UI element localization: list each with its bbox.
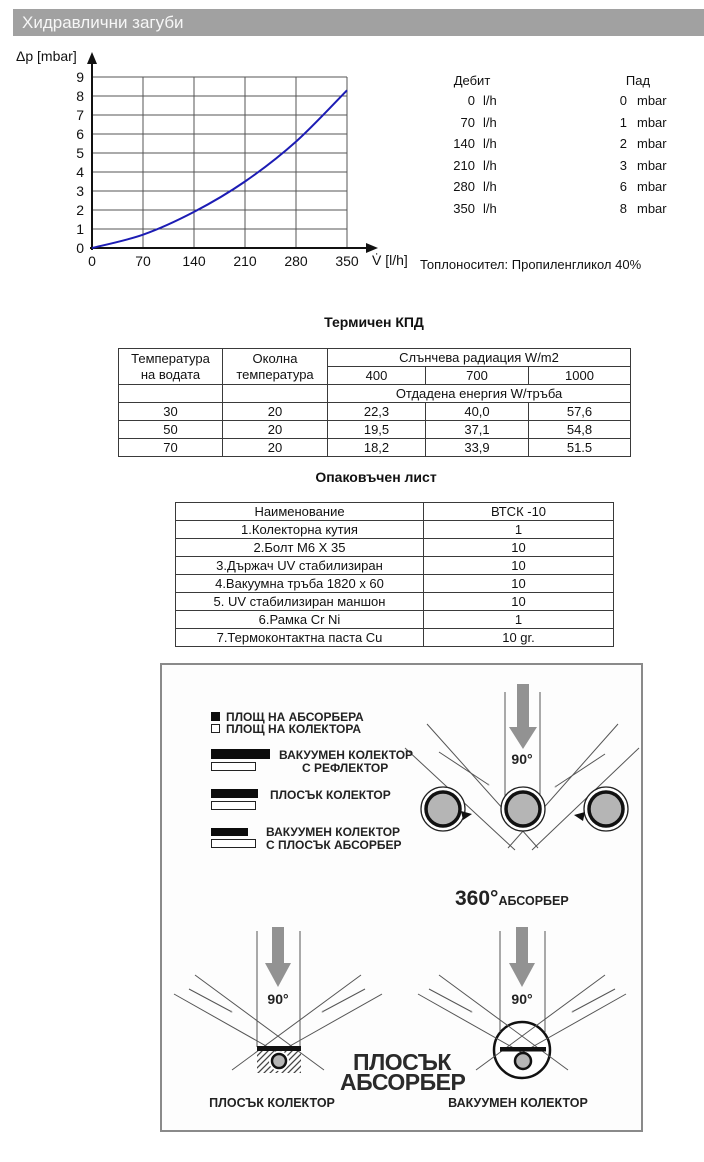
cell: 19,5 — [328, 421, 426, 439]
cell: 7.Термоконтактна паста Cu — [176, 629, 424, 647]
cell: 1.Колекторна кутия — [176, 521, 424, 539]
y-tick-label: 9 — [76, 69, 84, 85]
y-tick-label: 8 — [76, 88, 84, 104]
x-tick-label: 280 — [284, 253, 308, 269]
table-row — [430, 198, 680, 220]
y-tick-label: 0 — [76, 240, 84, 256]
flat-collector-collector-bar — [211, 801, 256, 810]
table-row — [176, 539, 614, 557]
sun-arrow-vertical-head — [509, 727, 537, 749]
cell: 20 — [223, 421, 328, 439]
table-row — [176, 503, 614, 521]
y-tick-label: 4 — [76, 164, 84, 180]
legend-label: ПЛОЩ НА АБСОРБЕРА — [226, 710, 364, 724]
vacuum-collector-caption: ВАКУУМЕН КОЛЕКТОР — [448, 1096, 588, 1110]
table-row — [119, 421, 631, 439]
table-row — [176, 575, 614, 593]
y-tick-label: 1 — [76, 221, 84, 237]
angle-90-label: 90° — [267, 991, 289, 1007]
collector-area-swatch — [211, 724, 220, 733]
table-row — [176, 557, 614, 575]
drop-value: 6 — [619, 179, 627, 194]
cell: 4.Вакуумна тръба 1820 х 60 — [176, 575, 424, 593]
cell: 10 — [424, 557, 614, 575]
drop-value: 3 — [619, 157, 627, 173]
table-row — [119, 439, 631, 457]
vacuum-reflector-collector-bar — [211, 762, 256, 771]
flat-collector-caption: ПЛОСЪК КОЛЕКТОР — [209, 1096, 335, 1110]
energy-header: Отдадена енергия W/тръба — [328, 385, 631, 403]
y-axis-arrow — [87, 52, 97, 64]
drop-value: 8 — [619, 200, 627, 216]
table-row — [430, 155, 680, 177]
cell: 10 — [424, 539, 614, 557]
cluster-360-absorber — [405, 684, 639, 850]
table-row — [119, 403, 631, 421]
coolant-note: Топлоносител: Пропиленгликол 40% — [420, 257, 642, 272]
cell: 50 — [119, 421, 223, 439]
sun-arrow-vertical — [516, 927, 528, 965]
flow-value: 0 — [467, 93, 475, 108]
cell: 10 — [424, 575, 614, 593]
vacuum-flat-collector-bar — [211, 839, 256, 848]
x-axis-title: V̇ [l/h] — [372, 252, 408, 268]
drop-unit: mbar — [637, 114, 667, 130]
cell: 1 — [424, 521, 614, 539]
cell: 10 — [424, 593, 614, 611]
cell: 20 — [223, 403, 328, 421]
legend-label: С ПЛОСЪК АБСОРБЕР — [266, 838, 402, 852]
drop-value: 2 — [619, 136, 627, 151]
legend-label: ПЛОЩ НА КОЛЕКТОРА — [226, 722, 361, 736]
angle-90-label: 90° — [511, 751, 533, 767]
y-tick-label: 3 — [76, 183, 84, 199]
flow-unit: l/h — [483, 200, 497, 216]
flow-value: 70 — [460, 114, 475, 130]
cell: 3.Държач UV стабилизиран — [176, 557, 424, 575]
table-row — [176, 521, 614, 539]
cell: 57,6 — [529, 403, 631, 421]
sun-arrow-left — [439, 752, 489, 785]
flow-unit: l/h — [483, 136, 497, 151]
water-temp-header: Температура на водата — [119, 349, 223, 385]
cell: 70 — [119, 439, 223, 457]
sun-arrow-right — [572, 989, 615, 1012]
cell: 1 — [424, 611, 614, 629]
cell: 22,3 — [328, 403, 426, 421]
drop-value: 0 — [619, 93, 627, 108]
cell: 20 — [223, 439, 328, 457]
table-row — [430, 176, 680, 198]
reflected-ray-arrowhead — [574, 812, 585, 821]
packing-section-title: Опаковъчен лист — [315, 469, 437, 485]
thermal-section-title: Термичен КПД — [324, 314, 424, 330]
drop-unit: mbar — [637, 93, 667, 108]
flow-unit: l/h — [483, 93, 497, 108]
cell: 5. UV стабилизиран маншон — [176, 593, 424, 611]
thermal-efficiency-table — [118, 348, 631, 457]
flat-absorber-plate — [257, 1046, 301, 1051]
cell: 37,1 — [426, 421, 529, 439]
x-tick-label: 350 — [335, 253, 359, 269]
y-tick-label: 2 — [76, 202, 84, 218]
vacuum-reflector-absorber-bar — [211, 749, 270, 759]
flow-value: 350 — [453, 200, 475, 216]
flow-unit: l/h — [483, 114, 497, 130]
cell: 54,8 — [529, 421, 631, 439]
table-row — [176, 593, 614, 611]
drop-unit: mbar — [637, 200, 667, 216]
flow-value: 140 — [453, 136, 475, 151]
cell: 18,2 — [328, 439, 426, 457]
vacuum-flat-absorber-bar — [211, 828, 248, 836]
table-row — [430, 112, 680, 134]
drop-unit: mbar — [637, 179, 667, 194]
table-row — [176, 611, 614, 629]
flow-unit: l/h — [483, 157, 497, 173]
cell: 6.Рамка Cr Ni — [176, 611, 424, 629]
cell: 30 — [119, 403, 223, 421]
name-header: Наименование — [176, 503, 424, 521]
radiation-level: 1000 — [529, 367, 631, 385]
drop-column-header: Пад — [625, 73, 651, 88]
cell: 33,9 — [426, 439, 529, 457]
ambient-temp-header: Околна температура — [223, 349, 328, 385]
table-row — [176, 629, 614, 647]
sun-arrow-left — [429, 989, 472, 1012]
y-axis-title: Δp [mbar] — [16, 48, 77, 64]
sun-arrow-right — [555, 754, 605, 787]
x-tick-label: 210 — [233, 253, 257, 269]
sun-arrow-left — [189, 989, 232, 1012]
cell: 40,0 — [426, 403, 529, 421]
pipe — [272, 1054, 286, 1068]
table-row — [119, 385, 631, 403]
sun-arrow-vertical — [517, 684, 529, 729]
cell: 51.5 — [529, 439, 631, 457]
radiation-level: 700 — [426, 367, 529, 385]
flat-absorber-label: ПЛОСЪК АБСОРБЕР — [340, 1049, 466, 1095]
drop-value: 1 — [619, 114, 627, 130]
pressure-drop-chart — [40, 50, 420, 280]
y-tick-label: 5 — [76, 145, 84, 161]
x-tick-label: 0 — [88, 253, 96, 269]
pipe — [515, 1053, 531, 1069]
radiation-header: Слънчева радиация W/m2 — [328, 349, 631, 367]
empty-cell — [223, 385, 328, 403]
cell: 10 gr. — [424, 629, 614, 647]
empty-cell — [119, 385, 223, 403]
flat-collector-absorber-bar — [211, 789, 258, 798]
sun-arrow-vertical — [272, 927, 284, 965]
flow-column-header: Дебит — [453, 73, 491, 88]
sun-arrow-right — [322, 989, 365, 1012]
x-tick-label: 70 — [135, 253, 151, 269]
absorber-area-swatch — [211, 712, 220, 721]
flow-value: 210 — [453, 157, 475, 173]
cell: 2.Болт М6 Х 35 — [176, 539, 424, 557]
legend-label: ПЛОСЪК КОЛЕКТОР — [270, 788, 391, 802]
legend-label: ВАКУУМЕН КОЛЕКТОР — [266, 825, 401, 839]
model-header: ВТСК -10 — [424, 503, 614, 521]
radiation-level: 400 — [328, 367, 426, 385]
table-row — [430, 133, 680, 155]
table-row — [430, 90, 680, 112]
flow-drop-table — [430, 90, 680, 219]
angle-90-label: 90° — [511, 991, 533, 1007]
packing-list-table — [175, 502, 614, 647]
drop-unit: mbar — [637, 157, 667, 173]
drop-unit: mbar — [637, 136, 667, 151]
collector-diagram — [160, 663, 643, 1132]
legend-label: ВАКУУМЕН КОЛЕКТОР — [279, 748, 414, 762]
y-tick-label: 6 — [76, 126, 84, 142]
absorber-360-label: 360°АБСОРБЕР — [455, 887, 569, 910]
x-tick-label: 140 — [182, 253, 206, 269]
flow-value: 280 — [453, 179, 475, 194]
section-header-hydraulic-losses: Хидравлични загуби — [13, 9, 704, 36]
y-tick-label: 7 — [76, 107, 84, 123]
table-row — [119, 349, 631, 367]
legend-label: С РЕФЛЕКТОР — [302, 761, 389, 775]
pressure-curve — [92, 90, 347, 248]
flow-unit: l/h — [483, 179, 497, 194]
flat-absorber-plate — [500, 1047, 546, 1052]
